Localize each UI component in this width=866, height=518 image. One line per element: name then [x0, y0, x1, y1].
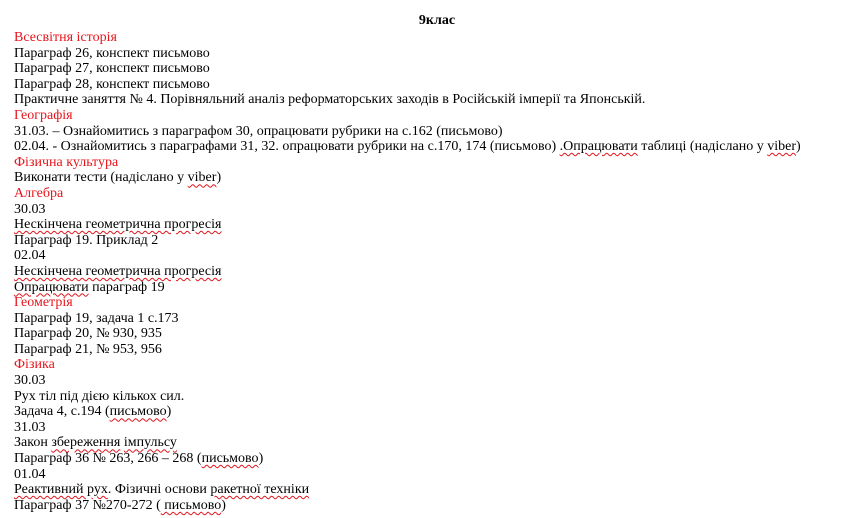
algebra-topic-2 [14, 264, 860, 280]
algebra-date-2: 02.04 [14, 248, 46, 264]
physics-date-2: 31.03 [14, 419, 46, 435]
physics-date-1: 30.03 [14, 373, 46, 389]
algebra-task-1: Параграф 19. Приклад 2 [14, 232, 159, 248]
geography-line-2-text: 02.04. - Ознайомитись з параграфами 31, 32. опрацювати рубрики на с.170, 174 (письмово) [14, 139, 560, 155]
geography-line-2-spellcheck-word: .Опрацювати [559, 139, 638, 155]
physics-topic-2-word-1: збереження [51, 435, 121, 451]
geography-line-2 [14, 139, 860, 155]
algebra-date-1: 30.03 [14, 201, 46, 217]
physics-topic-3 [14, 482, 860, 498]
physics-topic-3-word-1: Реактивний рух [14, 482, 108, 498]
physics-topic-1: Рух тіл під дією кількох сил. [14, 388, 185, 404]
geometry-line-3: Параграф 21, № 953, 956 [14, 341, 162, 357]
page-title: 9клас [418, 13, 456, 28]
physics-task-1-text: Задача 4, с.194 ( [14, 404, 110, 420]
subject-geometry-heading: Геометрія [14, 295, 73, 311]
subject-pe-heading: Фізична культура [14, 154, 119, 170]
geography-viber-word: viber [767, 139, 796, 155]
physics-task-3 [14, 498, 860, 514]
history-line-4: Практичне заняття № 4. Порівняльний аналіз реформаторських заходів в Російській імперії та Японській. [14, 92, 646, 108]
subject-geography-heading: Географія [14, 107, 73, 123]
geometry-line-1: Параграф 19, задача 1 с.173 [14, 310, 179, 326]
algebra-topic-1-text: Нескінчена геометрична прогресія [14, 217, 222, 233]
physics-task-3-end: ) [221, 497, 226, 513]
geography-line-2-end: ) [795, 139, 801, 155]
algebra-topic-1 [14, 217, 860, 233]
physics-topic-3-text: . Фізичні основи [107, 482, 211, 498]
algebra-task-2-word: Опрацювати [14, 279, 89, 295]
physics-task-2-word: письмово [201, 451, 259, 467]
physics-task-2 [14, 451, 860, 467]
pe-line-1-text: Виконати тести (надіслано у [14, 170, 188, 186]
physics-task-1 [14, 404, 860, 420]
subject-physics-heading: Фізика [14, 357, 55, 373]
physics-task-3-text: Параграф 37 №270-272 ( [14, 497, 161, 513]
physics-topic-2 [14, 435, 860, 451]
history-line-3: Параграф 28, конспект письмово [14, 76, 210, 92]
physics-topic-3-word-2: ракетної техніки [210, 482, 310, 498]
physics-task-3-word: письмово [160, 497, 222, 513]
geography-line-2-text-cont: таблиці (надіслано у [637, 139, 768, 155]
physics-date-3: 01.04 [14, 466, 46, 482]
document-page [14, 12, 860, 513]
geometry-line-2: Параграф 20, № 930, 935 [14, 326, 162, 342]
physics-task-1-end: ) [166, 404, 172, 420]
pe-viber-word: viber [187, 170, 217, 186]
physics-task-2-text: Параграф 36 № 263, 266 – 268 ( [14, 451, 202, 467]
algebra-task-2-text: параграф 19 [88, 279, 165, 295]
pe-line-1-end: ) [216, 170, 222, 186]
pe-line-1 [14, 170, 860, 186]
algebra-task-2 [14, 280, 860, 296]
subject-algebra-heading: Алгебра [14, 185, 64, 201]
physics-task-1-word: письмово [109, 404, 167, 420]
history-line-2: Параграф 27, конспект письмово [14, 61, 210, 77]
physics-topic-2-word-2: імпульсу [123, 435, 177, 451]
history-line-1: Параграф 26, конспект письмово [14, 45, 210, 61]
physics-task-2-end: ) [258, 451, 264, 467]
algebra-topic-2-text: Нескінчена геометрична прогресія [14, 263, 222, 279]
subject-history-heading: Всесвітня історія [14, 30, 117, 45]
geography-line-1: 31.03. – Ознайомитись з параграфом 30, опрацювати рубрики на с.162 (письмово) [14, 123, 503, 139]
physics-topic-2-text: Закон [14, 435, 52, 451]
